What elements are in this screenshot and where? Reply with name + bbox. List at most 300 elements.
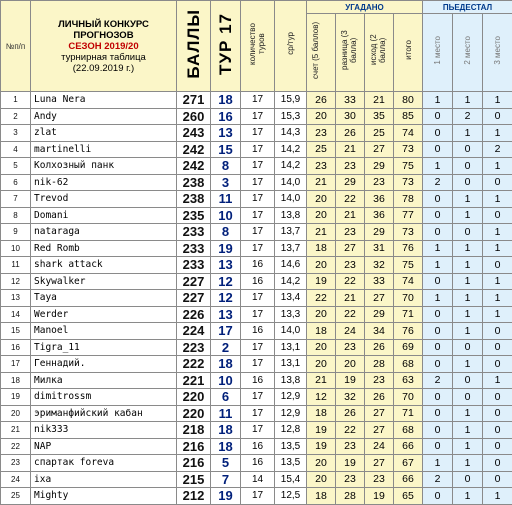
place1-cell: 0 [423,273,453,290]
points-cell: 233 [177,257,211,274]
total-cell: 74 [394,273,423,290]
place2-cell: 0 [453,372,483,389]
total-cell: 70 [394,290,423,307]
tours-count-cell: 17 [241,125,275,142]
place2-cell: 1 [453,438,483,455]
total-cell: 77 [394,207,423,224]
diff-cell: 26 [336,125,365,142]
points-cell: 212 [177,488,211,505]
outcome-cell: 32 [365,257,394,274]
table-row [1,273,512,290]
avg-cell: 13,8 [275,207,307,224]
points-cell: 233 [177,224,211,241]
player-name-cell: Domani [31,207,177,224]
avg-cell: 12,9 [275,389,307,406]
table-row [1,257,512,274]
table-row [1,240,512,257]
season-label: СЕЗОН 2019/20 [31,41,176,52]
row-number-cell: 10 [1,240,31,257]
place3-cell: 1 [483,306,512,323]
total-cell: 63 [394,372,423,389]
place1-cell: 0 [423,141,453,158]
table-row [1,372,512,389]
player-name-cell: Taya [31,290,177,307]
points-cell: 238 [177,174,211,191]
row-number-cell: 16 [1,339,31,356]
row-number-cell: 25 [1,488,31,505]
col-header-number: №п/п [1,1,31,92]
tour-points-cell: 16 [211,108,241,125]
place1-cell: 2 [423,471,453,488]
row-number-cell: 22 [1,438,31,455]
diff-cell: 22 [336,422,365,439]
tour-points-cell: 15 [211,141,241,158]
place1-cell: 0 [423,339,453,356]
avg-cell: 13,5 [275,438,307,455]
player-name-cell: Werder [31,306,177,323]
score-cell: 20 [307,207,336,224]
place3-cell: 0 [483,323,512,340]
place1-cell: 0 [423,306,453,323]
tour-points-cell: 13 [211,257,241,274]
score-cell: 20 [307,306,336,323]
diff-cell: 21 [336,141,365,158]
avg-cell: 12,5 [275,488,307,505]
score-cell: 20 [307,356,336,373]
score-cell: 19 [307,273,336,290]
diff-cell: 19 [336,372,365,389]
place1-cell: 1 [423,158,453,175]
tours-count-cell: 16 [241,438,275,455]
total-cell: 69 [394,339,423,356]
place1-cell: 0 [423,207,453,224]
tours-count-cell: 17 [241,207,275,224]
score-cell: 18 [307,323,336,340]
total-cell: 68 [394,356,423,373]
tours-count-cell: 17 [241,356,275,373]
tour-points-cell: 11 [211,405,241,422]
total-cell: 75 [394,158,423,175]
total-cell: 85 [394,108,423,125]
place2-cell: 1 [453,488,483,505]
tours-count-cell: 17 [241,240,275,257]
place1-cell: 0 [423,323,453,340]
place3-cell: 0 [483,389,512,406]
points-cell: 233 [177,240,211,257]
player-name-cell: спартак foreva [31,455,177,472]
avg-cell: 14,6 [275,257,307,274]
tour-points-cell: 11 [211,191,241,208]
points-cell: 243 [177,125,211,142]
col-header-diff: разница (3 балла) [336,14,365,92]
place2-cell: 1 [453,92,483,109]
place3-cell: 0 [483,207,512,224]
points-cell: 271 [177,92,211,109]
points-cell: 218 [177,422,211,439]
diff-cell: 21 [336,290,365,307]
points-cell: 223 [177,339,211,356]
total-cell: 76 [394,240,423,257]
diff-cell: 33 [336,92,365,109]
tours-count-cell: 17 [241,389,275,406]
table-row [1,158,512,175]
points-cell: 216 [177,455,211,472]
tours-count-cell: 17 [241,158,275,175]
tour-points-cell: 5 [211,455,241,472]
tour-points-cell: 12 [211,273,241,290]
row-number-cell: 24 [1,471,31,488]
avg-cell: 13,7 [275,224,307,241]
place1-cell: 0 [423,191,453,208]
row-number-cell: 18 [1,372,31,389]
place3-cell: 0 [483,257,512,274]
title-line2: ПРОГНОЗОВ [31,30,176,41]
outcome-cell: 29 [365,306,394,323]
diff-cell: 27 [336,240,365,257]
place2-cell: 1 [453,207,483,224]
score-cell: 12 [307,389,336,406]
table-row [1,323,512,340]
table-row [1,207,512,224]
points-cell: 215 [177,471,211,488]
player-name-cell: Skywalker [31,273,177,290]
score-cell: 19 [307,438,336,455]
player-name-cell: Милка [31,372,177,389]
col-header-tour: ТУР 17 [211,1,241,92]
avg-cell: 14,2 [275,273,307,290]
place2-cell: 1 [453,323,483,340]
total-cell: 66 [394,438,423,455]
player-name-cell: Red Romb [31,240,177,257]
player-name-cell: nataraga [31,224,177,241]
total-cell: 71 [394,405,423,422]
place3-cell: 0 [483,405,512,422]
points-cell: 227 [177,273,211,290]
tour-points-cell: 10 [211,372,241,389]
player-name-cell: nik-62 [31,174,177,191]
place1-cell: 0 [423,108,453,125]
diff-cell: 23 [336,224,365,241]
table-row [1,488,512,505]
avg-cell: 14,2 [275,141,307,158]
diff-cell: 23 [336,438,365,455]
points-cell: 260 [177,108,211,125]
place2-cell: 1 [453,240,483,257]
place3-cell: 0 [483,455,512,472]
outcome-cell: 26 [365,339,394,356]
diff-cell: 19 [336,455,365,472]
place3-cell: 1 [483,488,512,505]
col-header-place2: 2 место [453,14,483,92]
score-cell: 20 [307,191,336,208]
avg-cell: 15,4 [275,471,307,488]
player-name-cell: shark attack [31,257,177,274]
table-row [1,356,512,373]
table-row [1,224,512,241]
outcome-cell: 35 [365,108,394,125]
outcome-cell: 23 [365,372,394,389]
row-number-cell: 19 [1,389,31,406]
row-number-cell: 15 [1,323,31,340]
points-cell: 235 [177,207,211,224]
score-cell: 20 [307,471,336,488]
place2-cell: 2 [453,108,483,125]
outcome-cell: 26 [365,389,394,406]
table-row [1,191,512,208]
avg-cell: 14,2 [275,158,307,175]
diff-cell: 28 [336,488,365,505]
place3-cell: 1 [483,224,512,241]
place3-cell: 1 [483,158,512,175]
player-name-cell: Mighty [31,488,177,505]
row-number-cell: 9 [1,224,31,241]
place2-cell: 1 [453,257,483,274]
place3-cell: 1 [483,240,512,257]
outcome-cell: 29 [365,224,394,241]
score-cell: 18 [307,405,336,422]
score-cell: 21 [307,372,336,389]
avg-cell: 14,0 [275,323,307,340]
outcome-cell: 29 [365,158,394,175]
col-header-tours-count: количество туров [241,1,275,92]
points-cell: 220 [177,405,211,422]
points-cell: 226 [177,306,211,323]
diff-cell: 23 [336,339,365,356]
avg-cell: 14,3 [275,125,307,142]
tour-points-cell: 18 [211,438,241,455]
place1-cell: 0 [423,356,453,373]
outcome-cell: 24 [365,438,394,455]
place3-cell: 1 [483,273,512,290]
tours-count-cell: 17 [241,108,275,125]
row-number-cell: 20 [1,405,31,422]
tour-points-cell: 18 [211,92,241,109]
points-cell: 227 [177,290,211,307]
table-body [1,92,512,505]
avg-cell: 13,3 [275,306,307,323]
points-cell: 224 [177,323,211,340]
place3-cell: 0 [483,438,512,455]
tour-points-cell: 19 [211,488,241,505]
tours-count-cell: 16 [241,372,275,389]
tour-points-cell: 8 [211,158,241,175]
col-header-avg: ср/тур [275,1,307,92]
total-cell: 76 [394,323,423,340]
place1-cell: 1 [423,455,453,472]
place1-cell: 0 [423,438,453,455]
diff-cell: 30 [336,108,365,125]
outcome-cell: 36 [365,207,394,224]
player-name-cell: dimitrossm [31,389,177,406]
place3-cell: 0 [483,339,512,356]
total-cell: 68 [394,422,423,439]
avg-cell: 15,3 [275,108,307,125]
total-cell: 70 [394,389,423,406]
place1-cell: 0 [423,125,453,142]
place2-cell: 0 [453,389,483,406]
score-cell: 22 [307,290,336,307]
row-number-cell: 6 [1,174,31,191]
tours-count-cell: 17 [241,141,275,158]
diff-cell: 29 [336,174,365,191]
outcome-cell: 34 [365,323,394,340]
outcome-cell: 27 [365,141,394,158]
player-name-cell: NAP [31,438,177,455]
group-header-podium: ПЬЕДЕСТАЛ [423,1,512,14]
diff-cell: 22 [336,273,365,290]
place1-cell: 2 [423,174,453,191]
place3-cell: 0 [483,356,512,373]
player-name-cell: Andy [31,108,177,125]
tour-points-cell: 3 [211,174,241,191]
place2-cell: 1 [453,290,483,307]
place3-cell: 0 [483,422,512,439]
place3-cell: 1 [483,125,512,142]
place2-cell: 1 [453,405,483,422]
points-cell: 222 [177,356,211,373]
tour-points-cell: 13 [211,306,241,323]
diff-cell: 20 [336,356,365,373]
table-row [1,306,512,323]
points-cell: 220 [177,389,211,406]
points-cell: 242 [177,141,211,158]
outcome-cell: 19 [365,488,394,505]
tours-count-cell: 17 [241,488,275,505]
table-row [1,438,512,455]
place3-cell: 1 [483,191,512,208]
points-cell: 242 [177,158,211,175]
score-cell: 20 [307,257,336,274]
avg-cell: 13,5 [275,455,307,472]
tour-points-cell: 17 [211,323,241,340]
outcome-cell: 21 [365,92,394,109]
score-cell: 18 [307,488,336,505]
tours-count-cell: 17 [241,92,275,109]
tours-count-cell: 17 [241,405,275,422]
score-cell: 26 [307,92,336,109]
diff-cell: 21 [336,207,365,224]
place2-cell: 1 [453,422,483,439]
place2-cell: 0 [453,339,483,356]
player-name-cell: Luna Nera [31,92,177,109]
place3-cell: 1 [483,372,512,389]
outcome-cell: 36 [365,191,394,208]
avg-cell: 14,0 [275,191,307,208]
place2-cell: 0 [453,174,483,191]
diff-cell: 24 [336,323,365,340]
score-cell: 20 [307,108,336,125]
tour-points-cell: 13 [211,125,241,142]
col-header-place1: 1 место [423,14,453,92]
score-cell: 21 [307,224,336,241]
tour-points-cell: 7 [211,471,241,488]
place1-cell: 1 [423,240,453,257]
place2-cell: 1 [453,125,483,142]
place2-cell: 0 [453,158,483,175]
col-header-place3: 3 место [483,14,512,92]
header-row-group [1,1,512,14]
place2-cell: 1 [453,306,483,323]
avg-cell: 13,1 [275,356,307,373]
tours-count-cell: 16 [241,273,275,290]
outcome-cell: 27 [365,405,394,422]
date-label: (22.09.2019 г.) [31,63,176,74]
points-cell: 238 [177,191,211,208]
total-cell: 80 [394,92,423,109]
diff-cell: 22 [336,191,365,208]
subtitle-label: турнирная таблица [31,52,176,63]
player-name-cell: ixa [31,471,177,488]
place3-cell: 1 [483,290,512,307]
place1-cell: 2 [423,372,453,389]
tours-count-cell: 17 [241,422,275,439]
row-number-cell: 2 [1,108,31,125]
place3-cell: 1 [483,92,512,109]
outcome-cell: 28 [365,356,394,373]
group-header-guessed: УГАДАНО [307,1,423,14]
tour-points-cell: 18 [211,422,241,439]
avg-cell: 13,8 [275,372,307,389]
col-header-total: итого [394,14,423,92]
row-number-cell: 7 [1,191,31,208]
table-row [1,405,512,422]
place1-cell: 1 [423,92,453,109]
tours-count-cell: 17 [241,339,275,356]
total-cell: 71 [394,306,423,323]
col-header-points: БАЛЛЫ [177,1,211,92]
outcome-cell: 31 [365,240,394,257]
row-number-cell: 5 [1,158,31,175]
tours-count-cell: 16 [241,257,275,274]
place3-cell: 0 [483,174,512,191]
place2-cell: 0 [453,224,483,241]
tours-count-cell: 16 [241,455,275,472]
title-line1: ЛИЧНЫЙ КОНКУРС [31,19,176,30]
col-header-score: счет (5 баллов) [307,14,336,92]
table-row [1,290,512,307]
row-number-cell: 23 [1,455,31,472]
row-number-cell: 17 [1,356,31,373]
player-name-cell: Колхозный панк [31,158,177,175]
table-row [1,92,512,109]
table-row [1,455,512,472]
diff-cell: 26 [336,405,365,422]
table-row [1,141,512,158]
outcome-cell: 33 [365,273,394,290]
total-cell: 78 [394,191,423,208]
total-cell: 73 [394,224,423,241]
diff-cell: 23 [336,257,365,274]
tours-count-cell: 17 [241,306,275,323]
score-cell: 18 [307,240,336,257]
place2-cell: 0 [453,471,483,488]
row-number-cell: 13 [1,290,31,307]
player-name-cell: Trevod [31,191,177,208]
outcome-cell: 25 [365,125,394,142]
row-number-cell: 12 [1,273,31,290]
outcome-cell: 23 [365,174,394,191]
tour-points-cell: 2 [211,339,241,356]
tour-points-cell: 10 [211,207,241,224]
outcome-cell: 27 [365,290,394,307]
tour-points-cell: 19 [211,240,241,257]
tour-points-cell: 8 [211,224,241,241]
avg-cell: 12,9 [275,405,307,422]
row-number-cell: 8 [1,207,31,224]
place3-cell: 0 [483,108,512,125]
points-cell: 216 [177,438,211,455]
score-cell: 19 [307,422,336,439]
